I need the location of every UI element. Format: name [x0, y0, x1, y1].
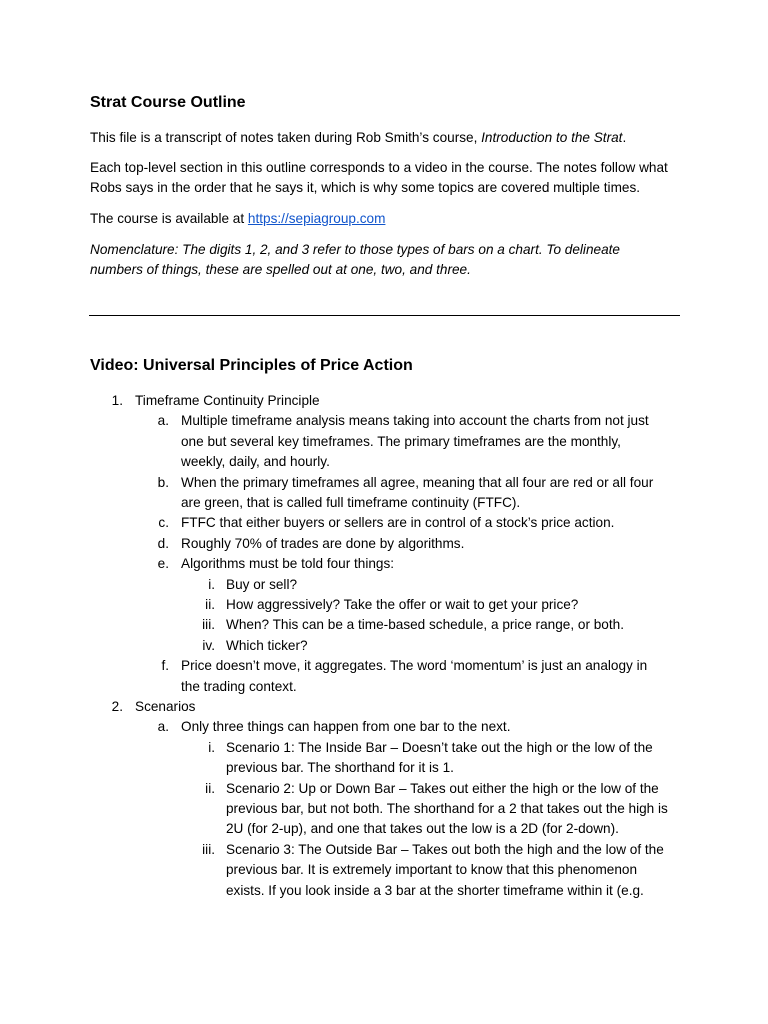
course-link[interactable]: https://sepiagroup.com — [247, 211, 386, 226]
list-marker: 1. — [111, 393, 123, 408]
list-marker: iii. — [202, 617, 215, 633]
list-item-text: Algorithms must be told four things: — [181, 556, 395, 572]
list-item-text: Scenario 2: Up or Down Bar – Takes out either the high or the low of the — [226, 780, 659, 796]
intro-end: . — [622, 130, 627, 145]
list-item-text: Which ticker? — [226, 637, 308, 653]
list-marker: ii. — [205, 597, 215, 612]
list-item-text: one but several key timeframes. The primary timeframes are the monthly, — [181, 433, 621, 449]
list-marker: i. — [208, 739, 215, 755]
list-item-text: Scenario 1: The Inside Bar – Doesn’t take out the high or the low of the — [226, 739, 653, 755]
nomenclature-note — [90, 240, 690, 280]
section-heading: Video: Universal Principles of Price Action — [90, 357, 413, 374]
list-marker: iii. — [202, 841, 215, 857]
availability-paragraph — [90, 209, 690, 229]
nomenclature-line-1: Nomenclature: The digits 1, 2, and 3 refer to those types of bars on a chart. To delineate — [90, 242, 620, 257]
list-item-text: Scenarios — [135, 699, 196, 714]
list-item-text: are green, that is called full timeframe continuity (FTFC). — [181, 495, 521, 510]
nomenclature-line-2: numbers of things, these are spelled out at one, two, and three. — [90, 262, 471, 277]
outline-description — [90, 158, 690, 198]
description-line-2: Robs says in the order that he says it, which is why some topics are covered multiple times. — [90, 180, 641, 195]
list-marker: iv. — [202, 637, 215, 653]
description-line-1: Each top-level section in this outline corresponds to a video in the course. The notes follow what — [90, 160, 668, 175]
list-marker: b. — [157, 474, 169, 490]
list-item-text: When? This can be a time-based schedule, a price range, or both. — [226, 617, 624, 633]
list-marker: ii. — [205, 780, 215, 796]
list-item-text: Roughly 70% of trades are done by algorithms. — [181, 535, 465, 551]
list-marker: a. — [157, 719, 169, 735]
horizontal-divider — [89, 315, 680, 316]
list-item-text: 2U (for 2-up), and one that takes out the low is a 2D (for 2-down). — [226, 821, 619, 837]
list-item-text: Scenario 3: The Outside Bar – Takes out both the high and the low of the — [226, 841, 664, 857]
list-item-text: exists. If you look inside a 3 bar at the shorter timeframe within it (e.g. — [226, 882, 644, 898]
intro-text: This file is a transcript of notes taken during Rob Smith’s course, — [90, 130, 482, 145]
list-item-text: How aggressively? Take the offer or wait to get your price? — [226, 597, 579, 612]
list-item-text: Only three things can happen from one bar to the next. — [181, 719, 511, 735]
list-item-text: Multiple timeframe analysis means taking into account the charts from not just — [181, 413, 649, 429]
list-item-text: Buy or sell? — [226, 576, 298, 592]
list-item-text: Price doesn’t move, it aggregates. The word ‘momentum’ is just an analogy in — [181, 658, 648, 674]
list-item-text: When the primary timeframes all agree, meaning that all four are red or all four — [181, 474, 654, 490]
list-marker: a. — [157, 413, 169, 429]
list-item-text: previous bar. The shorthand for it is 1. — [226, 760, 454, 776]
list-item-text: Timeframe Continuity Principle — [135, 393, 320, 408]
list-marker: e. — [157, 556, 169, 572]
list-item-text: weekly, daily, and hourly. — [181, 454, 330, 470]
list-marker: i. — [208, 576, 215, 592]
list-marker: c. — [158, 515, 169, 531]
course-name: Introduction to the Strat — [481, 130, 623, 145]
doc-title: Strat Course Outline — [90, 94, 246, 111]
list-marker: 2. — [111, 699, 123, 714]
intro-paragraph — [90, 128, 690, 148]
availability-text: The course is available at — [90, 211, 248, 226]
list-marker: f. — [161, 658, 169, 674]
list-item-text: the trading context. — [181, 678, 297, 694]
list-marker: d. — [157, 535, 169, 551]
list-item-text: previous bar, but not both. The shorthand for a 2 that takes out the high is — [226, 801, 668, 816]
list-item-text: FTFC that either buyers or sellers are in control of a stock’s price action. — [181, 515, 615, 531]
list-item-text: previous bar. It is extremely important to know that this phenomenon — [226, 862, 638, 878]
